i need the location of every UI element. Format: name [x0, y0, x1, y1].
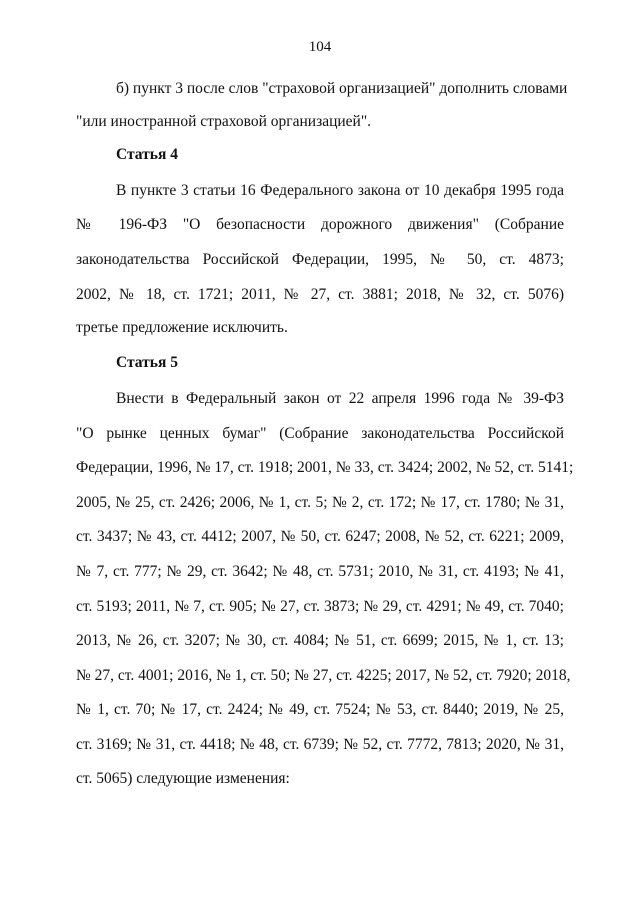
paragraph-b-line-2: "или иностранной страховой организацией".: [76, 113, 372, 130]
article-5-heading: Статья 5: [116, 354, 178, 371]
paragraph-b-line-1: б) пункт 3 после слов "страховой организацией" дополнить словами: [116, 80, 568, 97]
article-5-line-7: ст. 5193; 2011, № 7, ст. 905; № 27, ст. 3873; № 29, ст. 4291; № 49, ст. 7040;: [76, 598, 564, 615]
article-5-line-9: № 27, ст. 4001; 2016, № 1, ст. 50; № 27, ст. 4225; 2017, № 52, ст. 7920; 2018,: [76, 667, 571, 684]
article-5-line-3: Федерации, 1996, № 17, ст. 1918; 2001, № 33, ст. 3424; 2002, № 52, ст. 5141;: [76, 459, 574, 476]
article-4-line-2: № 196-ФЗ "О безопасности дорожного движения" (Собрание: [76, 216, 564, 233]
article-5-line-12: ст. 5065) следующие изменения:: [76, 770, 290, 787]
article-5-line-10: № 1, ст. 70; № 17, ст. 2424; № 49, ст. 7524; № 53, ст. 8440; 2019, № 25,: [76, 701, 564, 718]
article-5-line-2: "О рынке ценных бумаг" (Собрание законодательства Российской: [76, 425, 564, 442]
article-5-line-5: ст. 3437; № 43, ст. 4412; 2007, № 50, ст. 6247; 2008, № 52, ст. 6221; 2009,: [76, 528, 564, 545]
article-4-line-1: В пункте 3 статьи 16 Федерального закона от 10 декабря 1995 года: [116, 182, 564, 199]
article-5-line-1: Внести в Федеральный закон от 22 апреля 1996 года № 39-ФЗ: [116, 390, 564, 407]
article-4-line-3: законодательства Российской Федерации, 1995, № 50, ст. 4873;: [76, 251, 564, 268]
article-5-line-11: ст. 3169; № 31, ст. 4418; № 48, ст. 6739; № 52, ст. 7772, 7813; 2020, № 31,: [76, 736, 564, 753]
article-5-line-4: 2005, № 25, ст. 2426; 2006, № 1, ст. 5; № 2, ст. 172; № 17, ст. 1780; № 31,: [76, 494, 564, 511]
article-4-line-4: 2002, № 18, ст. 1721; 2011, № 27, ст. 3881; 2018, № 32, ст. 5076): [76, 286, 564, 303]
article-4-line-5: третье предложение исключить.: [76, 319, 288, 336]
article-5-line-6: № 7, ст. 777; № 29, ст. 3642; № 48, ст. 5731; 2010, № 31, ст. 4193; № 41,: [76, 563, 564, 580]
page-number: 104: [308, 39, 332, 55]
article-4-heading: Статья 4: [116, 146, 178, 163]
article-5-line-8: 2013, № 26, ст. 3207; № 30, ст. 4084; № 51, ст. 6699; 2015, № 1, ст. 13;: [76, 632, 564, 649]
